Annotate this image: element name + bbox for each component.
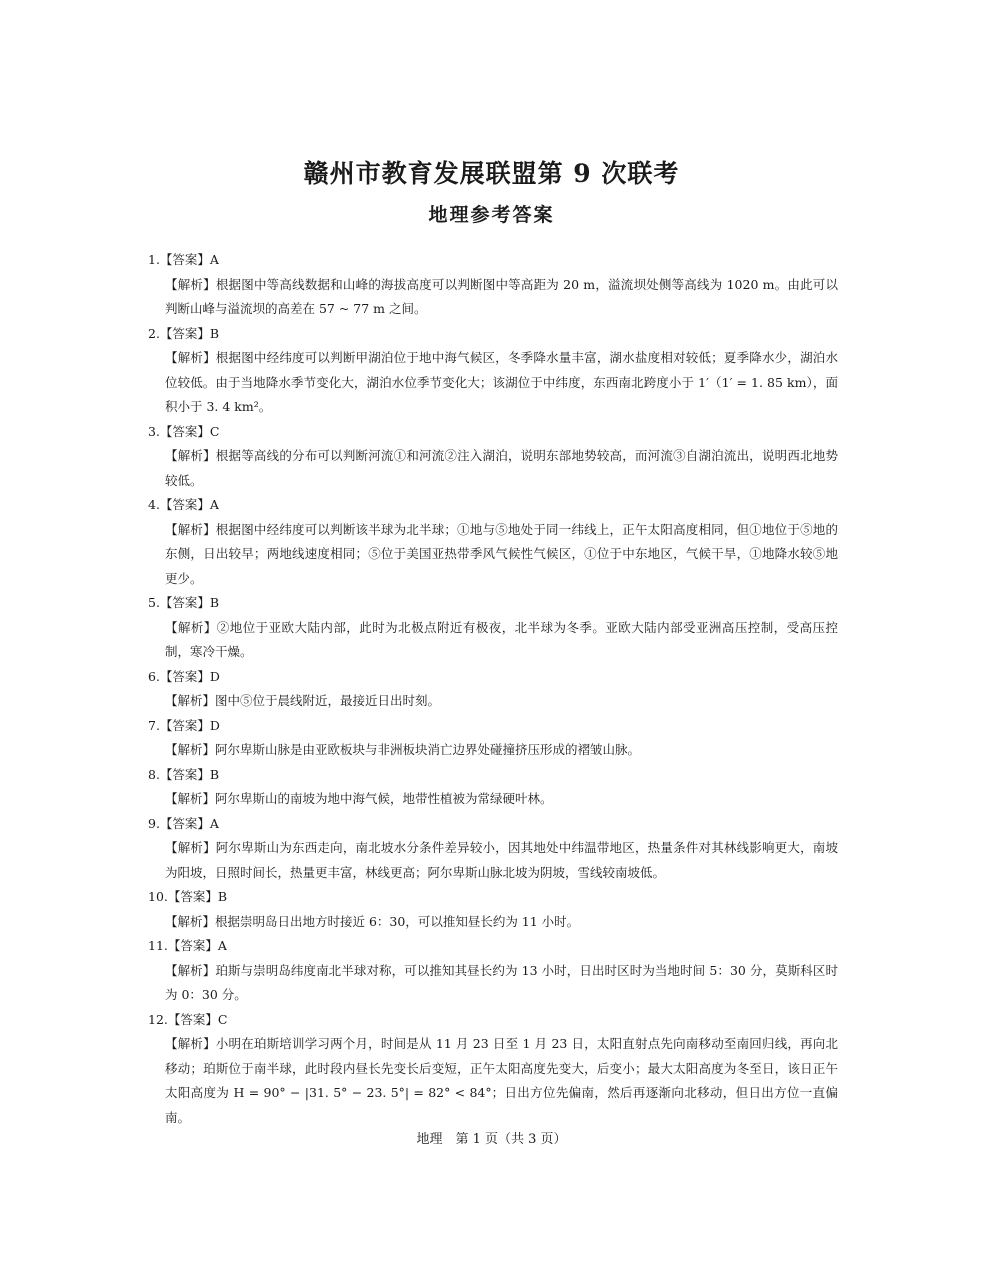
answer-label: 4.【答案】A (148, 497, 219, 512)
analysis-text: 【解析】小明在珀斯培训学习两个月，时间是从 11 月 23 日至 1 月 23 日，太阳直射点先向南移动至南回归线，再向北移动；珀斯位于南半球，此时段内昼长先变长后变短，正午太阳高度先变大，后变小；最大太阳高度为冬至日，该日正午太阳高度为 H = 90° − |31. 5° − 23. 5°| = 82° < 84°；日出方位先偏南，然后再逐渐向北移动，但日出方位一直偏南。 (165, 1036, 838, 1125)
answer-label: 8.【答案】B (148, 766, 220, 782)
answer-label: 12.【答案】C (148, 1011, 228, 1027)
page-footer: 地理 第 1 页（共 3 页） (416, 1132, 567, 1147)
answer-item-2 (148, 322, 838, 420)
answer-label: 10.【答案】B (148, 889, 228, 904)
answer-label: 3.【答案】C (148, 423, 220, 439)
answer-item-4 (148, 493, 838, 591)
answer-label: 6.【答案】D (148, 668, 220, 684)
analysis-text: 【解析】根据崇明岛日出地方时接近 6：30，可以推知昼长约为 11 小时。 (165, 913, 580, 929)
analysis-text: 【解析】②地位于亚欧大陆内部，此时为北极点附近有极夜，北半球为冬季。亚欧大陆内部受亚洲高压控制，受高压控制，寒冷干燥。 (165, 619, 838, 659)
answer-list (148, 248, 838, 1130)
analysis-text: 【解析】根据图中经纬度可以判断甲湖泊位于地中海气候区，冬季降水量丰富，湖水盐度相对较低；夏季降水少，湖泊水位较低。由于当地降水季节变化大，湖泊水位季节变化大；该湖位于中纬度，东西南北跨度小于 1′（1′ = 1. 85 km），面积小于 3. 4 km²。 (165, 350, 838, 414)
answer-label: 5.【答案】B (148, 595, 220, 610)
analysis-text: 【解析】阿尔卑斯山的南坡为地中海气候，地带性植被为常绿硬叶林。 (165, 791, 553, 806)
page-subtitle: 地理参考答案 (428, 204, 555, 226)
answer-item-6 (148, 665, 838, 714)
answer-item-8 (148, 763, 838, 812)
answer-item-3 (148, 420, 838, 494)
analysis-text: 【解析】根据图中等高线数据和山峰的海拔高度可以判断图中等高距为 20 m，溢流坝处侧等高线为 1020 m。由此可以判断山峰与溢流坝的高差在 57 ~ 77 m 之间。 (165, 276, 838, 316)
analysis-text: 【解析】阿尔卑斯山脉是由亚欧板块与非洲板块消亡边界处碰撞挤压形成的褶皱山脉。 (165, 742, 641, 757)
analysis-text: 【解析】根据等高线的分布可以判断河流①和河流②注入湖泊，说明东部地势较高，而河流③自湖泊流出，说明西北地势较低。 (165, 448, 838, 488)
answer-label: 7.【答案】D (148, 717, 220, 733)
analysis-text: 【解析】图中⑤位于晨线附近，最接近日出时刻。 (165, 693, 441, 708)
answer-label: 9.【答案】A (148, 815, 219, 831)
answer-item-12 (148, 1008, 838, 1131)
answer-label: 11.【答案】A (148, 938, 227, 953)
analysis-text: 【解析】珀斯与崇明岛纬度南北半球对称，可以推知其昼长约为 13 小时，日出时区时为当地时间 5：30 分，莫斯科区时为 0：30 分。 (165, 962, 838, 1002)
page-title: 赣州市教育发展联盟第 9 次联考 (303, 159, 680, 188)
answer-item-10 (148, 885, 838, 934)
answer-item-9 (148, 812, 838, 886)
answer-item-5 (148, 591, 838, 665)
analysis-text: 【解析】阿尔卑斯山为东西走向，南北坡水分条件差异较小，因其地处中纬温带地区，热量条件对其林线影响更大，南坡为阳坡，日照时间长，热量更丰富，林线更高；阿尔卑斯山脉北坡为阴坡，雪线较南坡低。 (165, 840, 838, 880)
answer-label: 1.【答案】A (148, 252, 219, 267)
answer-item-1 (148, 248, 838, 322)
answer-item-7 (148, 714, 838, 763)
analysis-text: 【解析】根据图中经纬度可以判断该半球为北半球；①地与⑤地处于同一纬线上，正午太阳高度相同，但①地位于⑤地的东侧，日出较早；两地线速度相同；⑤位于美国亚热带季风气候性气候区，①位于中东地区，气候干旱，①地降水较⑤地更少。 (165, 521, 838, 586)
answer-item-11 (148, 934, 838, 1008)
answer-label: 2.【答案】B (148, 325, 220, 341)
